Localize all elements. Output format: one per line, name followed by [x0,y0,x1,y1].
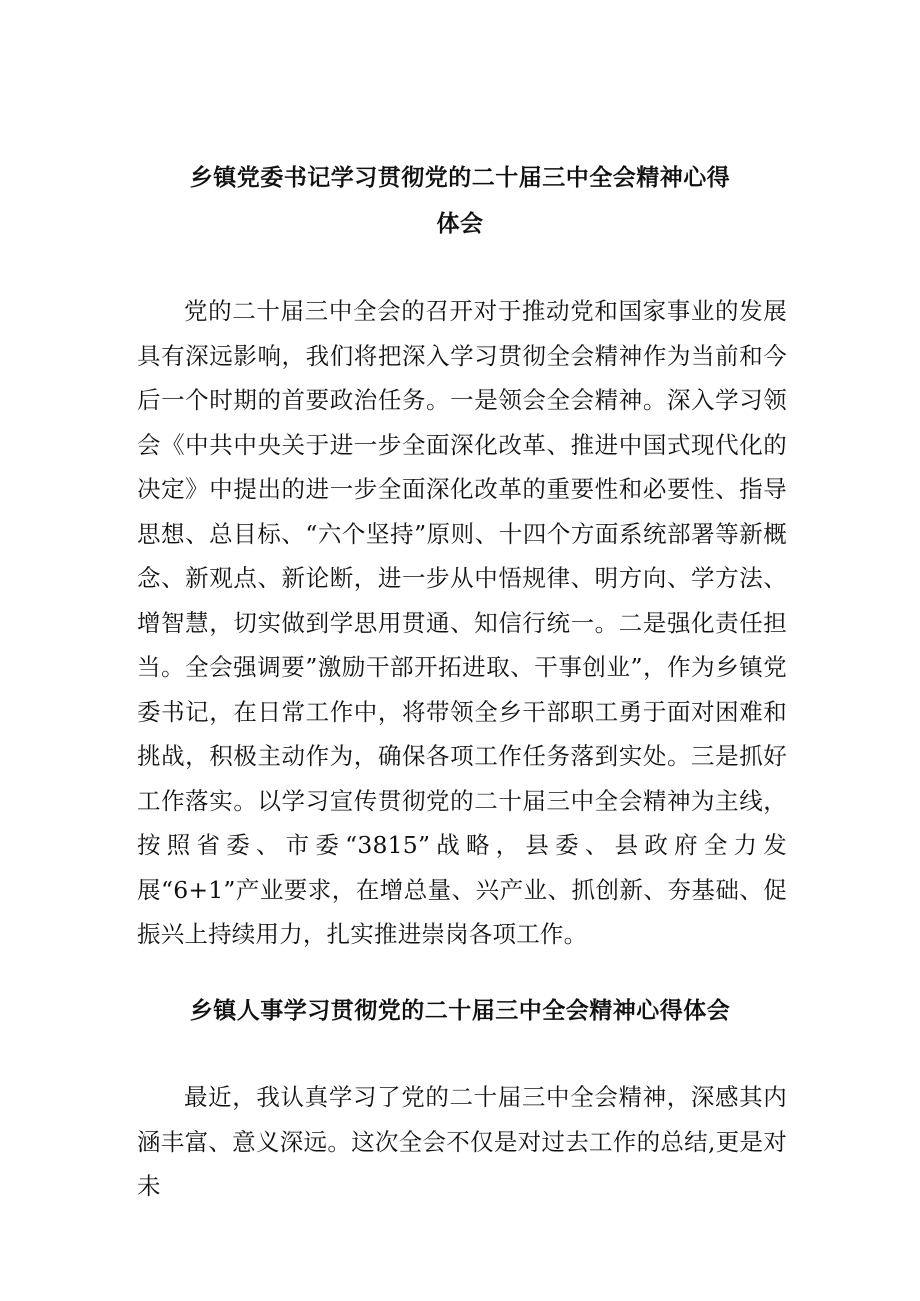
section1-paragraph: 党的二十届三中全会的召开对于推动党和国家事业的发展具有深远影响，我们将把深入学习贯彻全会精神作为当前和今后一个时期的首要政治任务。一是领会全会精神。深入学习领会《中共中央关于进一步全面深化改革、推进中国式现代化的决定》中提出的进一步全面深化改革的重要性和必要性、指导思想、总目标、“六个坚持”原则、十四个方面系统部署等新概念、新观点、新论断，进一步从中悟规律、明方向、学方法、增智慧，切实做到学思用贯通、知信行统一。二是强化责任担当。全会强调要”激励干部开拓进取、干事创业”，作为乡镇党委书记，在日常工作中，将带领全乡干部职工勇于面对困难和挑战，积极主动作为，确保各项工作任务落到实处。三是抓好工作落实。以学习宣传贯彻党的二十届三中全会精神为主线，按照省委、市委“3815”战略，县委、县政府全力发展“6+1”产业要求，在增总量、兴产业、抓创新、夯基础、促振兴上持续用力，扎实推进崇岗各项工作。 [137,297,787,948]
section2-title: 乡镇人事学习贯彻党的二十届三中全会精神心得体会 [189,998,731,1024]
section1-title [0,155,920,247]
section2-paragraph: 最近，我认真学习了党的二十届三中全会精神，深感其内涵丰富、意义深远。这次全会不仅是对过去工作的总结,更是对未 [137,1083,787,1200]
section1-title-line2: 体会 [436,211,484,237]
section1-title-line1: 乡镇党委书记学习贯彻党的二十届三中全会精神心得 [189,165,731,191]
